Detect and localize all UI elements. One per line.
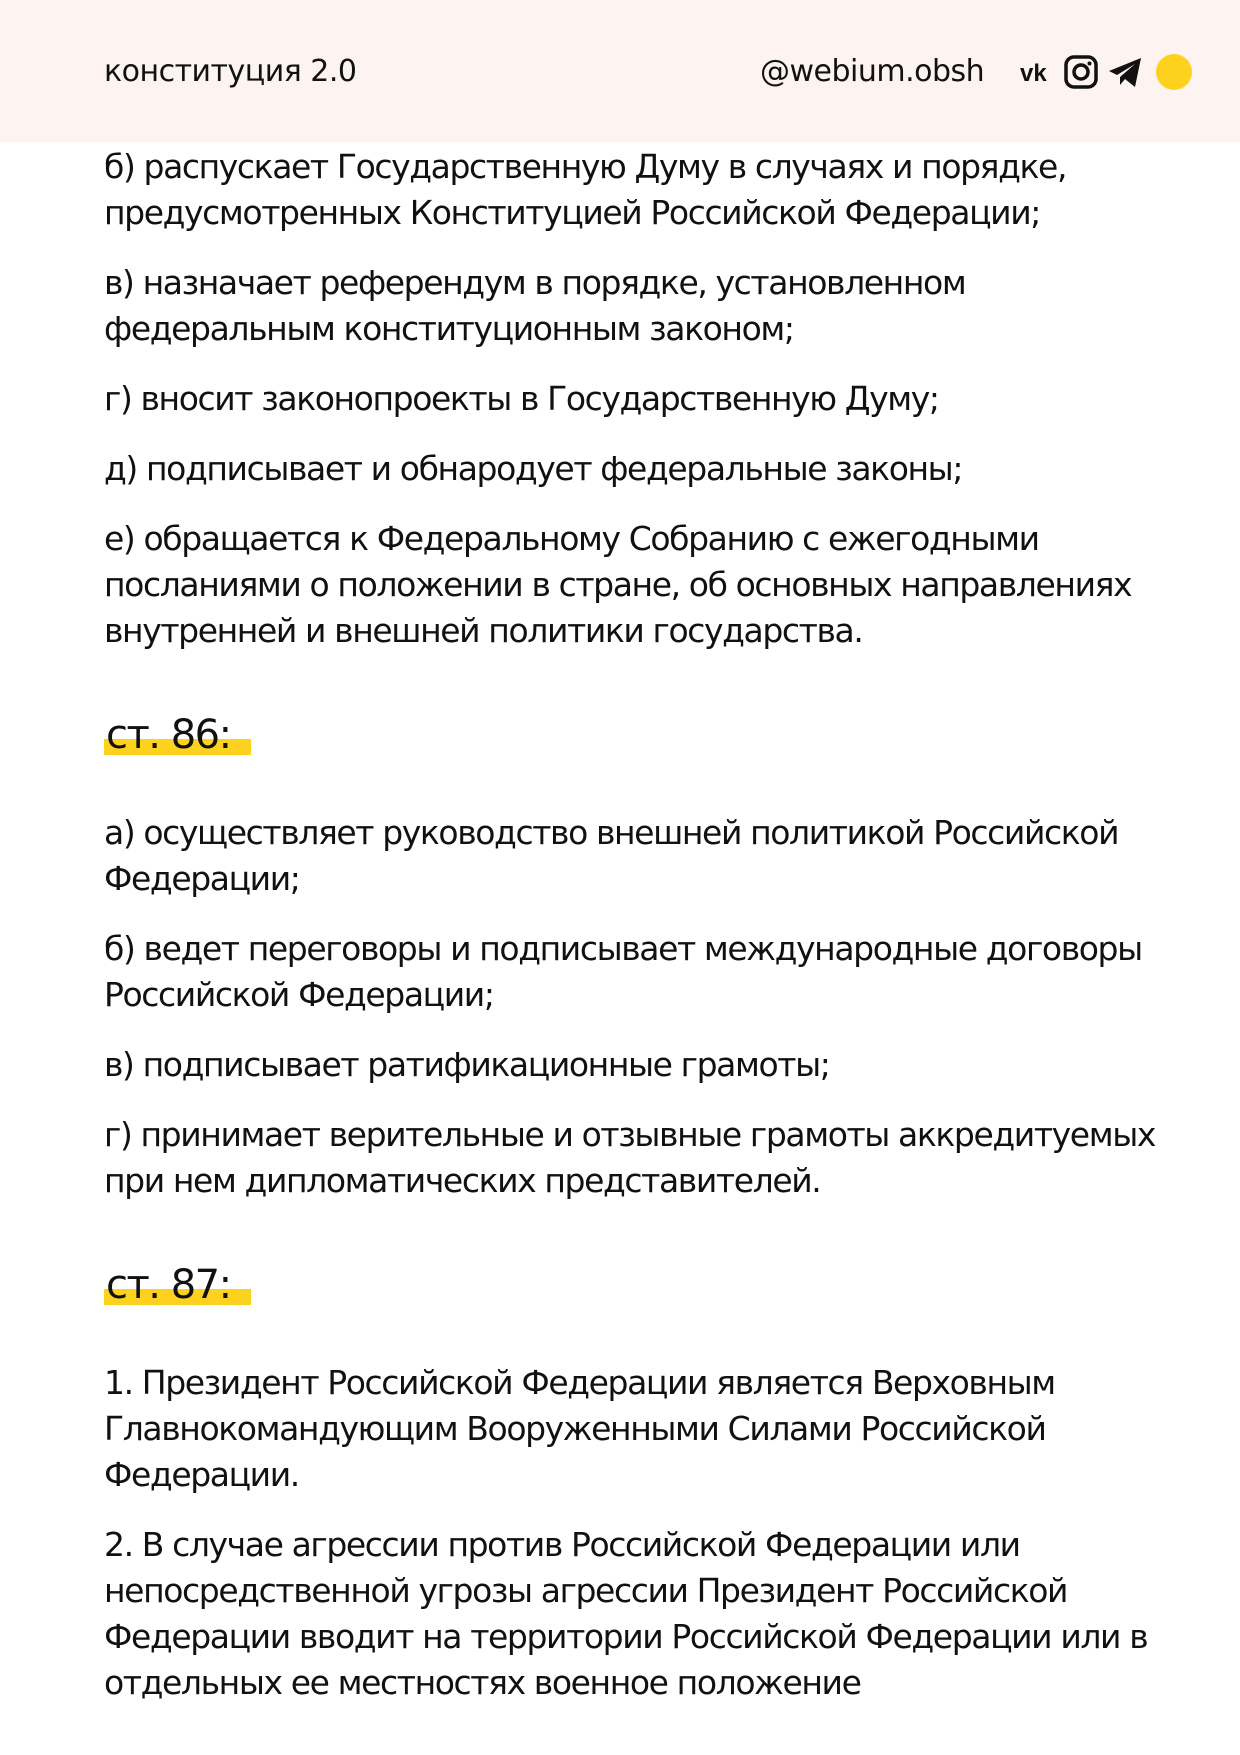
- list-item: б) ведет переговоры и подписывает международные договоры Российской Федерации;: [104, 929, 1142, 1014]
- instagram-icon[interactable]: [1062, 53, 1100, 91]
- brand-title: конституция 2.0: [104, 54, 357, 89]
- document-body: [104, 144, 1164, 1730]
- list-item: 2. В случае агрессии против Российской Федерации или непосредственной угрозы агрессии Президент Российской Федерации вводит на территории Российской Федерации или в отдельных ее местностях военное положение: [104, 1525, 1148, 1702]
- list-item: е) обращается к Федеральному Собранию с ежегодными посланиями о положении в стране, об основных направлениях внутренней и внешней политики государства.: [104, 519, 1132, 650]
- list-item: 1. Президент Российской Федерации является Верховным Главнокомандующим Вооруженными Силами Российской Федерации.: [104, 1363, 1055, 1494]
- social-handle[interactable]: @webium.obsh: [760, 54, 985, 89]
- article-86-heading: ст. 86:: [104, 710, 251, 760]
- list-item: в) подписывает ратификационные грамоты;: [104, 1045, 830, 1084]
- accent-dot: [1156, 54, 1192, 90]
- list-item: д) подписывает и обнародует федеральные законы;: [104, 449, 963, 488]
- vk-icon[interactable]: [1018, 53, 1056, 91]
- page-header: [0, 0, 1240, 142]
- article-86-section-heading: [104, 710, 1164, 766]
- list-item: а) осуществляет руководство внешней политикой Российской Федерации;: [104, 813, 1119, 898]
- telegram-icon[interactable]: [1106, 53, 1144, 91]
- list-item: г) вносит законопроекты в Государственную Думу;: [104, 379, 939, 418]
- list-item: г) принимает верительные и отзывные грамоты аккредитуемых при нем дипломатических представителей.: [104, 1115, 1155, 1200]
- article-87-section-heading: [104, 1260, 1164, 1316]
- list-item: б) распускает Государственную Думу в случаях и порядке, предусмотренных Конституцией Российской Федерации;: [104, 147, 1067, 232]
- svg-text:vk: vk: [1020, 60, 1047, 87]
- social-icons: [1018, 50, 1192, 94]
- article-87-heading: ст. 87:: [104, 1260, 251, 1310]
- list-item: в) назначает референдум в порядке, установленном федеральным конституционным законом;: [104, 263, 966, 348]
